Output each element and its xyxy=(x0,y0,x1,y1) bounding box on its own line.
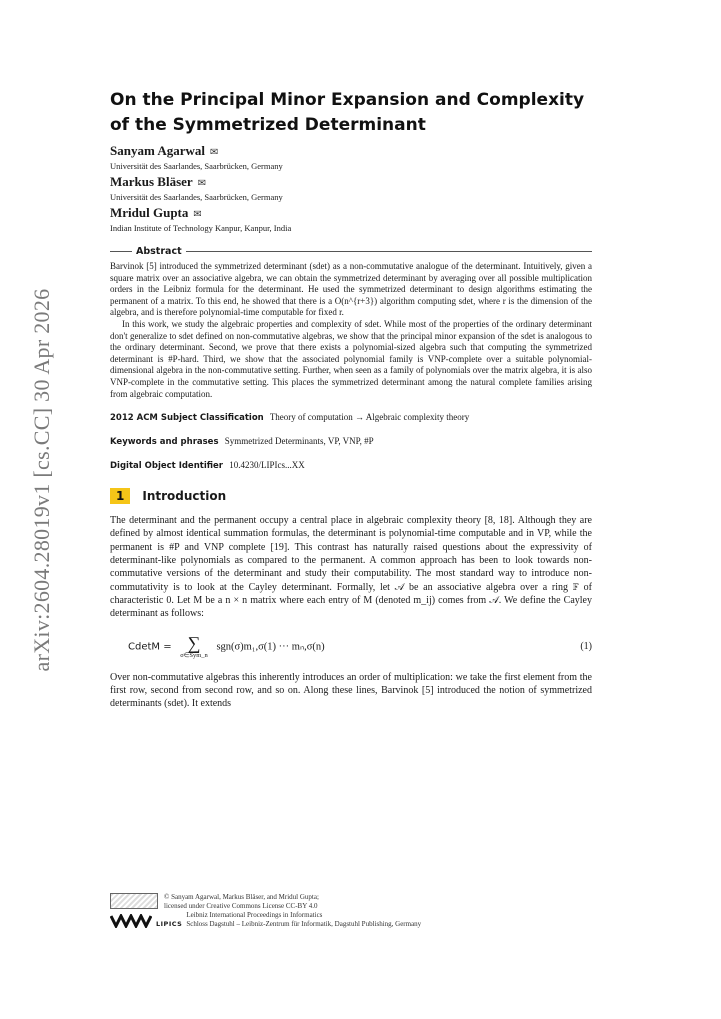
envelope-icon[interactable]: ✉ xyxy=(197,178,207,189)
summation-subscript: σ∈Sym_n xyxy=(180,651,208,659)
section-body xyxy=(110,514,592,710)
equation-number: (1) xyxy=(580,641,592,652)
title-line-1: On the Principal Minor Expansion and Complexity xyxy=(110,90,585,110)
abstract-heading xyxy=(110,246,592,257)
series-line: Leibniz International Proceedings in Informatics xyxy=(186,911,323,919)
author-name: Sanyam Agarwal xyxy=(110,143,205,158)
divider xyxy=(110,251,132,252)
title-line-2: of the Symmetrized Determinant xyxy=(110,115,426,135)
cc-by-logo-icon xyxy=(110,893,158,909)
lipics-wordmark: LIPICS xyxy=(156,920,183,928)
sigma-icon: ∑ xyxy=(187,632,201,653)
lipics-row xyxy=(110,911,590,928)
section-number: 1 xyxy=(110,488,130,504)
license-row xyxy=(110,893,590,910)
arxiv-side-stamp xyxy=(22,288,62,672)
section-title: Introduction xyxy=(142,489,227,504)
author-1 xyxy=(110,143,592,161)
intro-paragraph-2: Over non-commutative algebras this inherently introduces an order of multiplication: we take the first element from the first row, second from second row, and so on. Along these lines, Barvinok [5] introduced the notion of symmetrized determinants (sdet). It extends xyxy=(110,671,592,710)
keywords xyxy=(110,435,592,448)
paper-title xyxy=(110,88,592,138)
envelope-icon[interactable]: ✉ xyxy=(193,209,202,220)
arxiv-identifier: arXiv:2604.28019v1 [cs.CC] 30 Apr 2026 xyxy=(29,288,54,672)
equation-1 xyxy=(110,632,592,659)
keywords-label: Keywords and phrases xyxy=(110,437,219,448)
author-3 xyxy=(110,205,592,223)
copyright-line: © Sanyam Agarwal, Markus Bläser, and Mridul Gupta; xyxy=(164,893,319,901)
envelope-icon[interactable]: ✉ xyxy=(209,147,219,158)
author-name: Markus Bläser xyxy=(110,174,193,189)
equation-lhs: CdetM = xyxy=(128,640,172,652)
publisher-text xyxy=(186,911,421,928)
acm-value: Theory of computation → Algebraic complexity theory xyxy=(269,412,470,423)
abstract-paragraph-1: Barvinok [5] introduced the symmetrized determinant (sdet) as a non-commutative analogue of the determinant. Intuitively, given a square matrix over an associative algebra, we can obtain the symmetrized determinant by averaging over all possible multiplication orders in the Leibniz formula for the determinant. He used the symmetrized determinant to design algorithms estimating the permanent of a matrix. To this end, he showed that there is a O(n^{r+3}) algorithm computing sdet, where r is the dimension of the algebra, and is therefore polynomial-time computable for fixed r. xyxy=(110,261,592,318)
acm-classification xyxy=(110,411,592,424)
paper-page xyxy=(110,88,592,710)
abstract-label: Abstract xyxy=(136,246,182,257)
doi-value[interactable]: 10.4230/LIPIcs...XX xyxy=(229,460,305,471)
author-affiliation: Indian Institute of Technology Kanpur, Kanpur, India xyxy=(110,223,292,233)
license-line: licensed under Creative Commons License CC-BY 4.0 xyxy=(164,901,318,910)
summation-symbol xyxy=(180,632,208,659)
license-text xyxy=(164,893,319,910)
intro-paragraph-1: The determinant and the permanent occupy a central place in algebraic complexity theory [8, 18]. Although they are defined by almost identical summation formulas, the determinant is polynomial-time computable and in VP, while the permanent is #P and VNP complete [19]. This contrast has naturally raised questions about the expressivity of determinant-like polynomials as compared to the permanent. A common approach has been to look towards non-commutative versions of the determinant and study their computability. The most standard way to introduce non-commutativity is to look at the Cayley determinant. Formally, let 𝒜 be an associative algebra over a ring 𝔽 of characteristic 0. Let M be a n × n matrix where each entry of M (denoted m_ij) comes from 𝒜. We define the Cayley determinant as follows: xyxy=(110,515,592,620)
divider xyxy=(186,251,592,252)
author-affiliation: Universität des Saarlandes, Saarbrücken, Germany xyxy=(110,161,283,171)
equation-rhs: sgn(σ)m₁,σ(1) ··· mₙ,σ(n) xyxy=(216,640,325,652)
license-footer xyxy=(110,893,590,928)
publisher-line: Schloss Dagstuhl – Leibniz-Zentrum für Informatik, Dagstuhl Publishing, Germany xyxy=(186,919,422,928)
author-2 xyxy=(110,174,592,192)
section-heading xyxy=(110,488,592,504)
author-affiliation: Universität des Saarlandes, Saarbrücken, Germany xyxy=(110,192,283,202)
author-name: Mridul Gupta xyxy=(110,205,189,220)
abstract xyxy=(110,261,592,400)
acm-label: 2012 ACM Subject Classification xyxy=(110,413,264,424)
keywords-value: Symmetrized Determinants, VP, VNP, #P xyxy=(224,436,374,447)
lipics-logo-icon xyxy=(110,914,152,928)
author-block xyxy=(110,143,592,234)
doi xyxy=(110,459,592,472)
equation-expression xyxy=(128,632,325,659)
doi-label: Digital Object Identifier xyxy=(110,461,223,472)
abstract-paragraph-2: In this work, we study the algebraic properties and complexity of sdet. While most of the properties of the ordinary determinant don't generalize to sdet defined on non-commutative algebras, we show that the principal minor expansion of the sdet is analogous to the ordinary determinant. Second, we prove that there exists a polynomial-sized algebra such that computing the symmetrized determinant is #P-hard. Third, we show that the associated polynomial family is VNP-complete over a suitable polynomial-dimensional algebra in the non-commutative setting. Further, when seen as a family of polynomials over the matrix algebra, it is also VNP-complete in the commutative setting. This places the symmetrized determinant among the natural complete families arising from algebraic computation. xyxy=(110,318,592,399)
